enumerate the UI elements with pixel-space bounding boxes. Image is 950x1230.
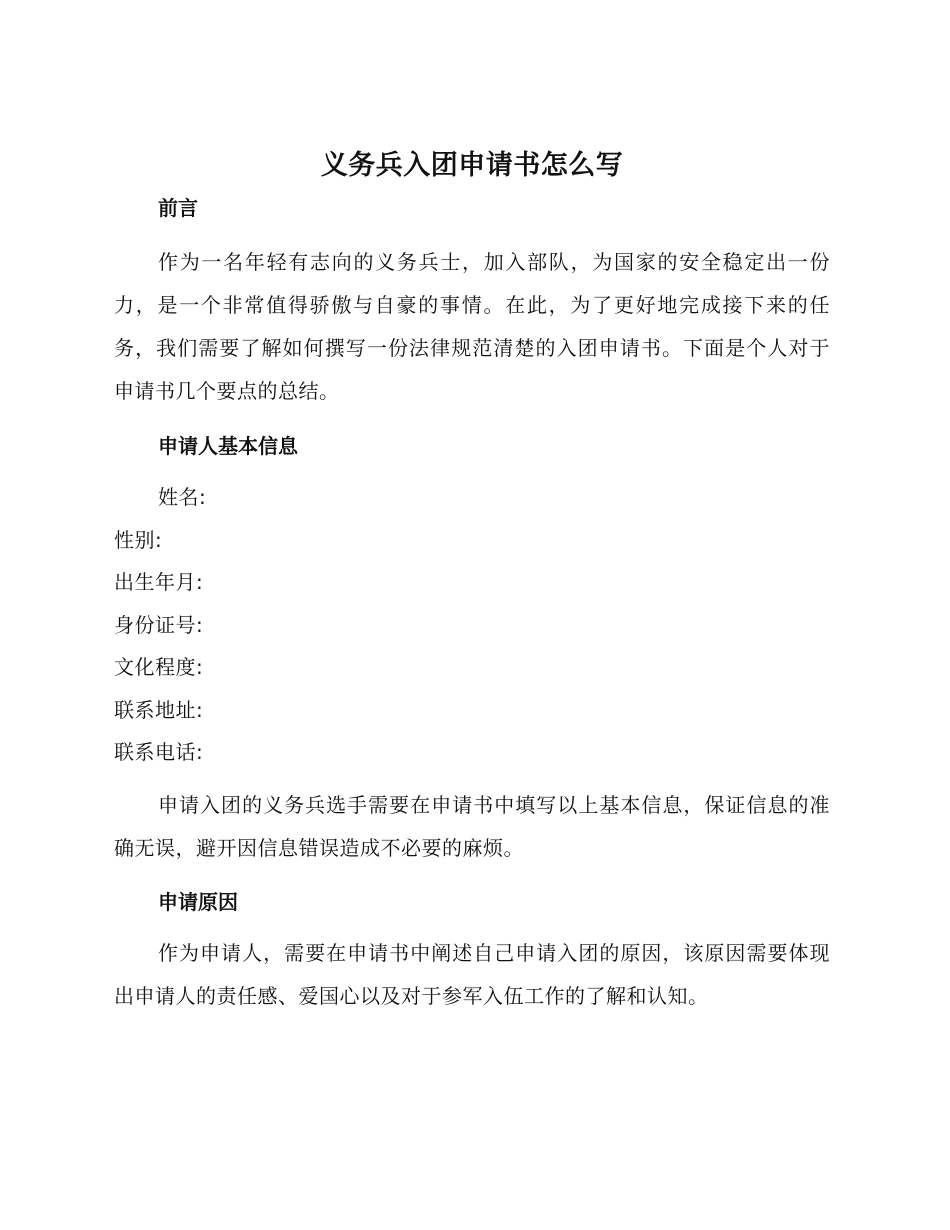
- document-title: 义务兵入团申请书怎么写: [320, 150, 624, 181]
- field-education-label: 文化程度:: [114, 655, 204, 679]
- preface-paragraph: 作为一名年轻有志向的义务兵士，加入部队，为国家的安全稳定出一份力，是一个非常值得骄傲与自豪的事情。在此，为了更好地完成接下来的任务，我们需要了解如何撰写一份法律规范清楚的入团申请书。下面是个人对于申请书几个要点的总结。: [114, 250, 830, 403]
- field-name-label: 姓名:: [158, 485, 207, 509]
- section-heading-preface: 前言: [158, 196, 198, 220]
- document-body: [114, 146, 830, 1018]
- section-heading-reason: 申请原因: [158, 889, 238, 914]
- field-id-number-label: 身份证号:: [114, 612, 204, 637]
- basic-info-paragraph: 申请入团的义务兵选手需要在申请书中填写以上基本信息，保证信息的准确无误，避开因信息错误造成不必要的麻烦。: [114, 792, 830, 860]
- field-phone-label: 联系电话:: [114, 740, 204, 764]
- basic-info-fields: [114, 476, 830, 774]
- section-heading-basic-info: 申请人基本信息: [158, 434, 298, 458]
- field-gender-label: 性别:: [114, 527, 163, 552]
- field-birth-label: 出生年月:: [114, 570, 204, 594]
- reason-paragraph: 作为申请人，需要在申请书中阐述自己申请入团的原因，该原因需要体现出申请人的责任感、爱国心以及对于参军入伍工作的了解和认知。: [114, 940, 830, 1008]
- field-address-label: 联系地址:: [114, 697, 204, 722]
